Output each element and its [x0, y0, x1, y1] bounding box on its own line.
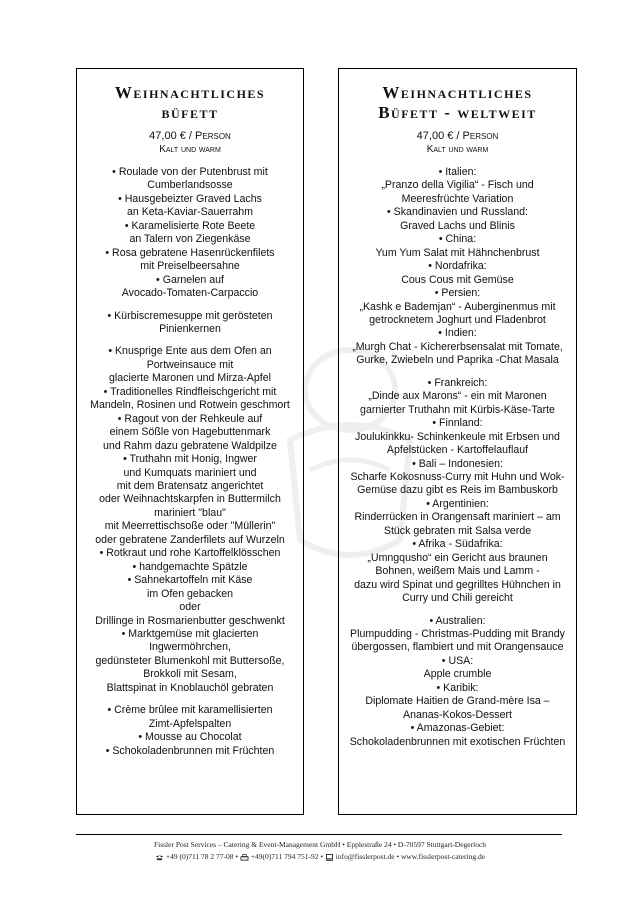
- menu-item-line: Gurke, Zwiebeln und Paprika -Chat Masala: [356, 354, 559, 367]
- menu-item-line: • Finnland:: [432, 417, 483, 430]
- menu-item-line: • Karibik:: [436, 681, 479, 694]
- menu-item-line: • USA:: [441, 654, 474, 667]
- menu-item-line: • Schokoladenbrunnen mit Früchten: [105, 744, 275, 757]
- menu-item-line: • Karamelisierte Rote Beete: [124, 219, 256, 232]
- menu-item-line: • Traditionelles Rindfleischgericht mit: [103, 385, 277, 398]
- menu-item-line: • Mousse au Chocolat: [138, 731, 242, 744]
- menu-item-line: Cumberlandsosse: [147, 179, 233, 192]
- menu-item-line: Meeresfrüchte Variation: [401, 192, 514, 205]
- menu-item-line: • Hausgebeizter Graved Lachs: [118, 192, 262, 205]
- phone-icon: [155, 854, 164, 861]
- menu-item-line: Portweinsauce mit: [146, 358, 234, 371]
- menu-item-line: Ingwermöhrchen,: [149, 641, 231, 654]
- menu-title-line: büfett: [161, 103, 219, 122]
- menu-item-line: Ananas-Kokos-Dessert: [403, 708, 512, 721]
- fax-icon: [240, 854, 249, 861]
- footer-company-address: Fissler Post Services – Catering & Event-Management GmbH • Epplestraße 24 • D-70597 Stuttgart-Degerloch: [153, 840, 487, 849]
- menu-section-gap: [339, 606, 576, 615]
- footer-phone: +49 (0)711 78 2 77-08: [165, 852, 234, 861]
- menu-item-line: Stück gebraten mit Salsa verde: [383, 524, 532, 537]
- menu-item-line: „Pranzo della Vigilia“ - Fisch und: [381, 179, 534, 192]
- menu-item-line: Joulukinkku- Schinkenkeule mit Erbsen und: [355, 430, 560, 443]
- menu-item-line: • Knusprige Ente aus dem Ofen an: [108, 345, 272, 358]
- menu-item-line: oder: [179, 601, 201, 614]
- menu-item-line: Drillinge in Rosmarienbutter geschwenkt: [95, 614, 285, 627]
- menu-item-line: • handgemachte Spätzle: [132, 560, 248, 573]
- menu-item-line: im Ofen gebacken: [147, 587, 233, 600]
- menu-price: 47,00 € / Person: [149, 130, 231, 142]
- menu-items: [339, 166, 576, 749]
- menu-title: [339, 83, 576, 123]
- menu-item-line: gedünsteter Blumenkohl mit Buttersoße,: [95, 654, 285, 667]
- menu-item-line: • Rosa gebratene Hasenrückenfilets: [105, 246, 275, 259]
- menu-title-line: Weihnachtliches: [382, 83, 533, 102]
- menu-item-line: Plumpudding - Christmas-Pudding mit Brandy: [350, 627, 565, 640]
- menu-section-gap: [339, 368, 576, 377]
- menu-item-line: • Indien:: [438, 327, 477, 340]
- menu-item-line: Zimt-Apfelspalten: [148, 717, 232, 730]
- footer-fax: +49(0)711 794 751-92: [250, 852, 319, 861]
- menu-item-line: Avocado-Tomaten-Carpaccio: [121, 287, 259, 300]
- menu-item-line: • China:: [438, 233, 477, 246]
- menu-item-line: • Bali – Indonesien:: [412, 457, 503, 470]
- menu-item-line: an Talern von Ziegenkäse: [129, 233, 251, 246]
- menu-item-line: Pinienkernen: [159, 322, 221, 335]
- computer-icon: [325, 854, 334, 861]
- menu-section-gap: [77, 336, 303, 345]
- menu-item-line: Scharfe Kokosnuss-Curry mit Huhn und Wok-: [350, 470, 565, 483]
- menu-item-line: „Dinde aux Marons“ - ein mit Maronen: [368, 390, 547, 403]
- menu-card-weihnachtliches-buefett-weltweit: [338, 68, 577, 815]
- menu-item-line: Gemüse dazu gibt es Reis im Bambuskorb: [357, 484, 558, 497]
- menu-item-line: • Crème brûlee mit karamellisierten: [107, 704, 273, 717]
- menu-item-line: und Kumquats mariniert und: [123, 466, 257, 479]
- menu-items: [77, 166, 303, 758]
- menu-item-line: • Nordafrika:: [428, 260, 487, 273]
- menu-item-line: Mandeln, Rosinen und Rotwein geschmort: [90, 399, 290, 412]
- menu-item-line: Diplomate Haitien de Grand-mère Isa –: [365, 695, 550, 708]
- menu-item-line: • Italien:: [438, 166, 477, 178]
- menu-item-line: Rinderrücken in Orangensaft mariniert – am: [354, 511, 561, 524]
- menu-item-line: Brokkoli mit Sesam,: [143, 668, 237, 681]
- menu-item-line: übergossen, flambiert und mit Orangensauce: [351, 641, 564, 654]
- menu-item-line: • Marktgemüse mit glacierten: [121, 627, 259, 640]
- menu-section-gap: [77, 695, 303, 704]
- menu-item-line: dazu wird Spinat und gegrilltes Hühnchen in: [354, 578, 561, 591]
- menu-item-line: • Argentinien:: [426, 497, 489, 510]
- menu-item-line: • Roulade von der Putenbrust mit: [112, 166, 268, 178]
- menu-item-line: Blattspinat in Knoblauchöl gebraten: [106, 681, 274, 694]
- menu-item-line: getrocknetem Joghurt und Fladenbrot: [369, 313, 546, 326]
- menu-item-line: • Persien:: [434, 287, 481, 300]
- menu-item-line: • Rotkraut und rohe Kartoffelklösschen: [99, 547, 281, 560]
- menu-title-line: Weihnachtliches: [114, 83, 266, 102]
- menu-item-line: glacierte Maronen und Mirza-Apfel: [109, 372, 271, 385]
- menu-item-line: • Kürbiscremesuppe mit gerösteten: [107, 309, 273, 322]
- menu-item-line: • Skandinavien und Russland:: [387, 206, 528, 219]
- menu-item-line: Curry und Chili gereicht: [402, 592, 513, 605]
- menu-item-line: an Keta-Kaviar-Sauerrahm: [126, 206, 253, 219]
- footer-email[interactable]: info@fisslerpost.de: [335, 852, 395, 861]
- menu-item-line: einem Sößle von Hagebuttenmark: [109, 426, 271, 439]
- menu-title: [77, 83, 303, 123]
- menu-item-line: „Kashk e Bademjan“ - Auberginenmus mit: [359, 300, 556, 313]
- menu-item-line: • Afrika - Südafrika:: [412, 538, 503, 551]
- footer-divider: [76, 834, 562, 835]
- menu-item-line: Graved Lachs und Blinis: [400, 219, 515, 232]
- menu-item-line: • Sahnekartoffeln mit Käse: [127, 574, 253, 587]
- menu-item-line: • Australien:: [429, 614, 486, 627]
- menu-item-line: Bohnen, weißem Mais und Lamm -: [375, 565, 540, 578]
- menu-item-line: mit dem Bratensatz angerichtet: [116, 479, 264, 492]
- footer-contact-line: +49 (0)711 78 2 77-08 • +49(0)711 794 751-92 • info@fisslerpost.de • www.fisslerpost-catering.de: [60, 852, 580, 861]
- menu-item-line: oder Weihnachtskarpfen in Buttermilch: [99, 493, 281, 506]
- menu-item-line: Apfelstücken - Kartoffelauflauf: [386, 444, 529, 457]
- menu-item-line: Schokoladenbrunnen mit exotischen Früchten: [349, 735, 566, 748]
- menu-card-weihnachtliches-buefett: [76, 68, 304, 815]
- menu-section-gap: [77, 301, 303, 310]
- menu-item-line: „Murgh Chat - Kichererbsensalat mit Tomate,: [352, 340, 563, 353]
- menu-item-line: • Garnelen auf: [156, 273, 224, 286]
- menu-item-line: mit Preiselbeersahne: [140, 260, 240, 273]
- menu-item-line: „Umngqusho“ ein Gericht aus braunen: [367, 551, 548, 564]
- menu-item-line: Cous Cous mit Gemüse: [401, 273, 514, 286]
- menu-item-line: • Truthahn mit Honig, Ingwer: [123, 453, 257, 466]
- menu-item-line: Yum Yum Salat mit Hähnchenbrust: [375, 246, 540, 259]
- menu-item-line: • Ragout von der Rehkeule auf: [117, 412, 263, 425]
- menu-title-line: Büfett - weltweit: [378, 103, 537, 122]
- menu-item-line: mit Meerrettischsoße oder "Müllerin": [104, 520, 276, 533]
- menu-subtitle: Kalt und warm: [426, 144, 489, 155]
- menu-price: 47,00 € / Person: [416, 130, 499, 142]
- menu-item-line: mariniert "blau": [154, 506, 226, 519]
- menu-item-line: • Frankreich:: [427, 376, 488, 389]
- menu-subtitle: Kalt und warm: [159, 144, 221, 155]
- footer-website[interactable]: www.fisslerpost-catering.de: [400, 852, 486, 861]
- menu-item-line: und Rahm dazu gebratene Waldpilze: [103, 439, 277, 452]
- menu-item-line: oder gebratene Zanderfilets auf Wurzeln: [95, 533, 285, 546]
- menu-item-line: • Amazonas-Gebiet:: [410, 722, 505, 735]
- menu-item-line: Apple crumble: [423, 668, 492, 681]
- menu-item-line: garnierter Truthahn mit Kürbis-Käse-Tarte: [360, 403, 555, 416]
